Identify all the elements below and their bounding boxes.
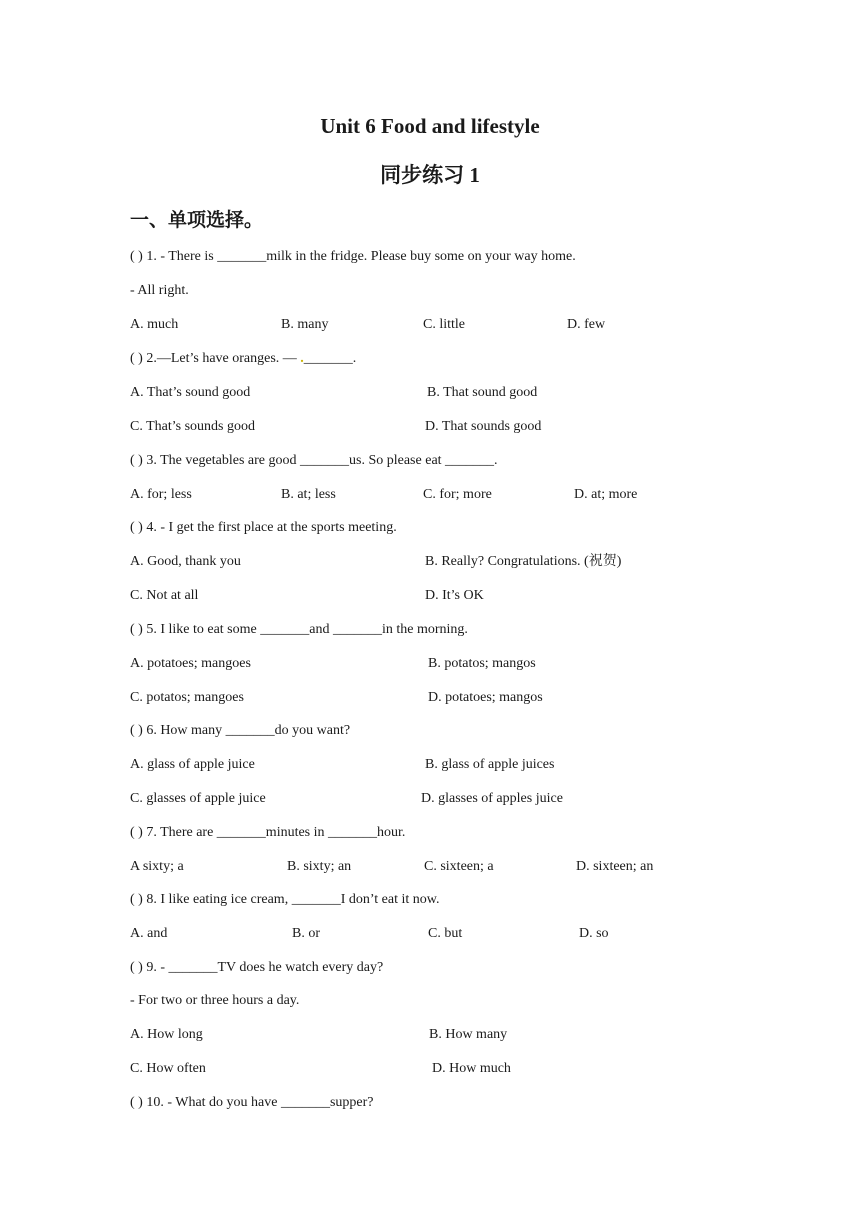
question-stem: ( ) 3. The vegetables are good _______us. So please eat _______. (130, 453, 498, 468)
option-a: A. How long (130, 1027, 203, 1042)
question-stem: ( ) 5. I like to eat some _______and _______in the morning. (130, 622, 468, 637)
option-d: D. glasses of apples juice (421, 791, 563, 806)
question-stem: ( ) 6. How many _______do you want? (130, 723, 351, 738)
option-b: B. potatos; mangos (428, 656, 536, 671)
option-b: B. many (281, 317, 329, 332)
page-subtitle: 同步练习 1 (380, 163, 480, 187)
question-response: - For two or three hours a day. (130, 993, 300, 1008)
option-c: C. Not at all (130, 588, 199, 603)
option-d: D. How much (432, 1061, 511, 1076)
option-c: C. How often (130, 1061, 206, 1076)
option-c: C. for; more (423, 487, 492, 502)
option-a: A. and (130, 926, 168, 941)
page-title: Unit 6 Food and lifestyle (320, 114, 540, 138)
option-d: D. at; more (574, 487, 638, 502)
question-stem: ( ) 1. - There is _______milk in the fridge. Please buy some on your way home. (130, 249, 576, 264)
section-heading: 一、单项选择。 (130, 210, 264, 231)
option-a: A. for; less (130, 487, 192, 502)
option-d: D. few (567, 317, 606, 332)
option-a: A. That’s sound good (130, 385, 251, 400)
option-c: C. but (428, 926, 463, 941)
option-b: B. sixty; an (287, 859, 352, 874)
question-stem: ( ) 7. There are _______minutes in _______hour. (130, 825, 406, 840)
option-b: B. glass of apple juices (425, 757, 555, 772)
question-stem: ( ) 4. - I get the first place at the sports meeting. (130, 520, 397, 535)
option-a: A. potatoes; mangoes (130, 656, 251, 671)
option-b: B. Really? Congratulations. (祝贺) (425, 554, 622, 569)
option-a: A. Good, thank you (130, 554, 241, 569)
option-a: A sixty; a (130, 859, 184, 874)
option-d: D. It’s OK (425, 588, 484, 603)
option-d: D. so (579, 926, 609, 941)
question-stem: ( ) 10. - What do you have _______supper? (130, 1095, 374, 1110)
question-response: - All right. (130, 283, 189, 298)
option-b: B. or (292, 926, 320, 941)
option-c: C. sixteen; a (424, 859, 494, 874)
option-a: A. much (130, 317, 179, 332)
option-c: C. little (423, 317, 465, 332)
option-b: B. at; less (281, 487, 336, 502)
option-b: B. How many (429, 1027, 508, 1042)
option-c: C. glasses of apple juice (130, 791, 266, 806)
option-d: D. That sounds good (425, 419, 542, 434)
option-a: A. glass of apple juice (130, 757, 255, 772)
question-stem: ( ) 9. - _______TV does he watch every day? (130, 960, 384, 975)
option-c: C. potatos; mangoes (130, 690, 244, 705)
highlight-mark: . (300, 351, 304, 366)
option-b: B. That sound good (427, 385, 538, 400)
option-d: D. sixteen; an (576, 859, 654, 874)
question-blank: _______. (303, 351, 357, 366)
option-c: C. That’s sounds good (130, 419, 255, 434)
question-stem (130, 350, 356, 368)
question-stem: ( ) 8. I like eating ice cream, _______I don’t eat it now. (130, 892, 440, 907)
question-stem-text: ( ) 2.—Let’s have oranges. — (130, 351, 301, 366)
option-d: D. potatoes; mangos (428, 690, 543, 705)
